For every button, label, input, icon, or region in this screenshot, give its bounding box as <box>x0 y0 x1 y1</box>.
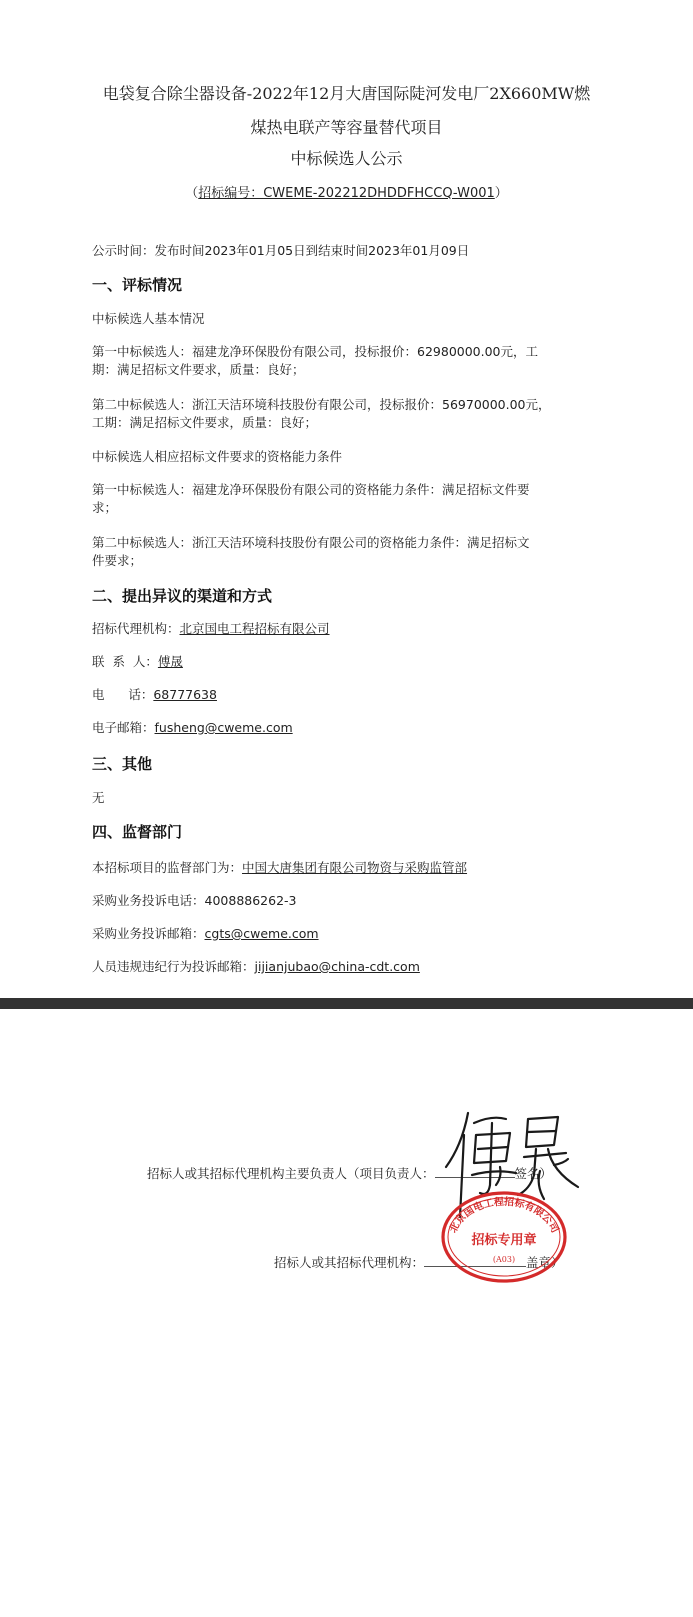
first-candidate-line-1: 第一中标候选人：福建龙净环保股份有限公司，投标报价：62980000.00元，工 <box>92 344 539 359</box>
principal-label: 招标人或其招标代理机构主要负责人（项目负责人： <box>147 1166 435 1181</box>
ref-open: （ <box>185 186 199 201</box>
complaint-phone-row <box>92 892 596 910</box>
seal-code: (A03) <box>492 1255 516 1264</box>
complaint-email-label: 采购业务投诉邮箱： <box>92 926 205 941</box>
violation-email-link[interactable]: jijianjubao@china-cdt.com <box>254 959 420 974</box>
phone-row <box>92 686 596 704</box>
section-4-heading: 四、监督部门 <box>92 823 183 841</box>
first-qualification-line-2: 求； <box>92 500 118 515</box>
title-line-2: 煤热电联产等容量替代项目 <box>250 118 443 137</box>
email-label: 电子邮箱： <box>92 720 155 735</box>
section-1-heading: 一、评标情况 <box>92 276 183 294</box>
title-line-1: 电袋复合除尘器设备-2022年12月大唐国际陡河发电厂2X660MW燃 <box>102 84 591 103</box>
violation-email-label: 人员违规违纪行为投诉邮箱： <box>92 959 255 974</box>
qualification-title: 中标候选人相应招标文件要求的资格能力条件 <box>92 449 343 464</box>
tender-reference <box>60 182 633 201</box>
tender-number: 招标编号：CWEME-202212DHDDFHCCQ-W001 <box>198 186 495 201</box>
agency-row <box>92 620 596 638</box>
page-divider <box>0 998 693 1009</box>
agency-label: 招标代理机构： <box>92 621 180 636</box>
contact-label: 联 系 人： <box>92 654 158 669</box>
second-candidate-line-2: 工期：满足招标文件要求，质量：良好； <box>92 415 318 430</box>
phone-link[interactable]: 68777638 <box>153 687 217 702</box>
org-label: 招标人或其招标代理机构： <box>274 1255 425 1270</box>
section-2-heading: 二、提出异议的渠道和方式 <box>92 587 273 605</box>
second-qualification <box>92 534 596 570</box>
complaint-phone-value: 4008886262-3 <box>204 893 297 908</box>
second-candidate <box>92 396 596 432</box>
contact-link[interactable]: 傅晟 <box>157 654 183 669</box>
violation-email-row <box>92 958 596 976</box>
first-qualification <box>92 481 596 517</box>
second-qualification-line-2: 件要求； <box>92 553 143 568</box>
publicity-period: 公示时间：发布时间2023年01月05日到结束时间2023年01月09日 <box>92 243 470 258</box>
supervision-row <box>92 859 596 877</box>
section-3-heading: 三、其他 <box>92 755 153 773</box>
agency-link[interactable]: 北京国电工程招标有限公司 <box>179 621 330 636</box>
supervision-link[interactable]: 中国大唐集团有限公司物资与采购监管部 <box>242 860 468 875</box>
basic-info-title: 中标候选人基本情况 <box>92 311 205 326</box>
supervision-label: 本招标项目的监督部门为： <box>92 860 243 875</box>
section-3-content: 无 <box>92 790 105 805</box>
second-qualification-line-1: 第二中标候选人：浙江天洁环境科技股份有限公司的资格能力条件：满足招标文 <box>92 535 530 550</box>
complaint-phone-label: 采购业务投诉电话： <box>92 893 205 908</box>
first-qualification-line-1: 第一中标候选人：福建龙净环保股份有限公司的资格能力条件：满足招标文件要 <box>92 482 530 497</box>
seal-ring-text: 北京国电工程招标有限公司 <box>447 1196 561 1235</box>
complaint-email-link[interactable]: cgts@cweme.com <box>204 926 319 941</box>
phone-label: 电 话： <box>92 687 154 702</box>
seal-center-text: 招标专用章 <box>471 1233 537 1248</box>
official-seal <box>440 1190 568 1284</box>
contact-row <box>92 653 596 671</box>
title-line-3: 中标候选人公示 <box>290 149 403 168</box>
first-candidate-line-2: 期：满足招标文件要求，质量：良好； <box>92 362 305 377</box>
email-row <box>92 719 596 737</box>
email-link[interactable]: fusheng@cweme.com <box>154 720 293 735</box>
principal-suffix: 签名） <box>514 1166 553 1181</box>
first-candidate <box>92 343 596 379</box>
org-suffix: 盖章） <box>526 1255 564 1270</box>
complaint-email-row <box>92 925 596 943</box>
ref-close: ） <box>494 186 508 201</box>
second-candidate-line-1: 第二中标候选人：浙江天洁环境科技股份有限公司，投标报价：56970000.00元， <box>92 397 551 412</box>
